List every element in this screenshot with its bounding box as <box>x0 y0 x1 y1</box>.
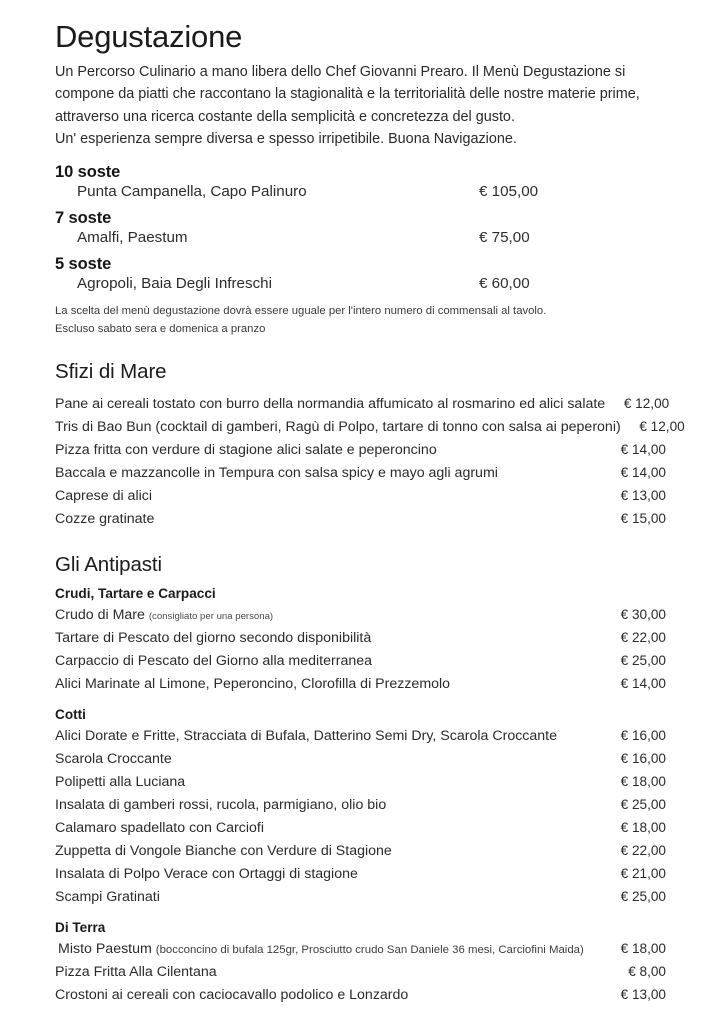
menu-item-price: € 18,00 <box>620 940 666 956</box>
menu-item-row <box>55 771 666 794</box>
menu-item-name: Cozze gratinate <box>55 510 155 527</box>
menu-item-name: Crostoni ai cereali con caciocavallo podolico e Lonzardo <box>55 986 409 1003</box>
intro-line: compone da piatti che raccontano la stagionalità e la territorialità delle nostre materie prime, <box>55 86 640 103</box>
menu-item-price: € 13,00 <box>620 986 666 1002</box>
menu-item-row <box>55 485 666 508</box>
menu-item-price: € 14,00 <box>620 675 666 691</box>
menu-item-label: Crudo di Mare <box>55 606 145 623</box>
menu-item-name: Carpaccio di Pescato del Giorno alla mediterranea <box>55 652 373 669</box>
page-title: Degustazione <box>55 19 243 54</box>
tasting-menu-footnote <box>55 302 666 338</box>
menu-item-row <box>55 627 666 650</box>
menu-item-price: € 25,00 <box>620 652 666 668</box>
menu-item-row <box>55 863 666 886</box>
subsection-title-cotti: Cotti <box>55 706 86 722</box>
intro-line: attraverso una ricerca costante della semplicità e concretezza del gusto. <box>55 108 515 125</box>
menu-item-note: (consigliato per una persona) <box>148 610 274 622</box>
menu-item-list <box>55 725 666 909</box>
footnote-line: La scelta del menù degustazione dovrà essere uguale per l'intero numero di commensali al tavolo. <box>55 304 547 317</box>
menu-item-price: € 18,00 <box>620 773 666 789</box>
tasting-menu-title: 10 soste <box>55 162 121 181</box>
tasting-menu-price: € 105,00 <box>479 182 539 200</box>
menu-item-price: € 22,00 <box>620 629 666 645</box>
menu-item-name: Caprese di alici <box>55 487 152 504</box>
menu-item-name: Pane ai cereali tostato con burro della normandia affumicato al rosmarino ed alici salate <box>55 395 606 412</box>
tasting-menu-title: 5 soste <box>55 254 112 273</box>
menu-item-name <box>55 604 281 627</box>
menu-item-row <box>55 439 666 462</box>
menu-item-price: € 16,00 <box>620 750 666 766</box>
tasting-menu-row <box>55 229 666 246</box>
menu-item-price: € 16,00 <box>620 727 666 743</box>
menu-item-row <box>55 393 670 416</box>
menu-item-row <box>55 508 666 531</box>
intro-paragraph <box>55 61 666 151</box>
menu-item-name: Tartare di Pescato del giorno secondo disponibilità <box>55 629 372 646</box>
menu-item-name: Zuppetta di Vongole Bianche con Verdure di Stagione <box>55 842 392 859</box>
menu-item-list <box>55 393 685 531</box>
menu-item-price: € 15,00 <box>620 510 666 526</box>
menu-item-price: € 25,00 <box>620 888 666 904</box>
menu-item-row <box>55 462 666 485</box>
tasting-menu-row <box>55 275 666 292</box>
menu-item-price: € 14,00 <box>620 441 666 457</box>
menu-item-price: € 30,00 <box>620 606 666 622</box>
menu-item-price: € 21,00 <box>620 865 666 881</box>
menu-item-price: € 18,00 <box>620 819 666 835</box>
tasting-menu-list <box>55 163 666 292</box>
tasting-menu-price: € 60,00 <box>479 274 530 292</box>
menu-item-price: € 14,00 <box>620 464 666 480</box>
menu-item-name: Baccala e mazzancolle in Tempura con salsa spicy e mayo agli agrumi <box>55 464 498 481</box>
intro-line: Un Percorso Culinario a mano libera dello Chef Giovanni Prearo. Il Menù Degustazione si <box>55 63 626 80</box>
section-sfizi-di-mare <box>55 359 685 531</box>
menu-item-name: Insalata di gamberi rossi, rucola, parmigiano, olio bio <box>55 796 387 813</box>
menu-item-price: € 12,00 <box>639 418 685 434</box>
menu-item-name: Alici Dorate e Fritte, Stracciata di Bufala, Datterino Semi Dry, Scarola Croccante <box>55 727 558 744</box>
tasting-menu-block <box>55 255 666 292</box>
menu-item-row <box>55 817 666 840</box>
menu-item-row <box>55 725 666 748</box>
subsection-title-crudi: Crudi, Tartare e Carpacci <box>55 585 216 601</box>
menu-item-row <box>55 840 666 863</box>
menu-item-list <box>55 938 666 1007</box>
menu-item-label: Misto Paestum <box>58 940 152 957</box>
menu-item-row <box>55 748 666 771</box>
menu-item-name: Pizza Fritta Alla Cilentana <box>55 963 217 980</box>
menu-item-price: € 22,00 <box>620 842 666 858</box>
menu-item-price: € 12,00 <box>623 395 670 411</box>
tasting-menu-price: € 75,00 <box>479 228 530 246</box>
section-title: Sfizi di Mare <box>55 359 167 383</box>
tasting-menu-row <box>55 183 666 200</box>
menu-item-name: Scarola Croccante <box>55 750 172 767</box>
menu-item-row <box>55 416 685 439</box>
menu-item-name: Insalata di Polpo Verace con Ortaggi di stagione <box>55 865 358 882</box>
intro-line: Un' esperienza sempre diversa e spesso irripetibile. Buona Navigazione. <box>55 131 517 148</box>
tasting-menu-block <box>55 163 666 200</box>
menu-item-row <box>55 938 666 961</box>
menu-item-name: Alici Marinate al Limone, Peperoncino, Clorofilla di Prezzemolo <box>55 675 451 692</box>
menu-item-name: Scampi Gratinati <box>55 888 160 905</box>
menu-item-price: € 8,00 <box>628 963 666 979</box>
menu-item-row <box>55 673 666 696</box>
footnote-line: Escluso sabato sera e domenica a pranzo <box>55 322 266 335</box>
menu-item-name: Polipetti alla Luciana <box>55 773 186 790</box>
menu-item-row <box>55 794 666 817</box>
menu-item-name: Pizza fritta con verdure di stagione alici salate e peperoncino <box>55 441 437 458</box>
menu-item-name <box>55 938 592 961</box>
menu-item-price: € 13,00 <box>620 487 666 503</box>
tasting-menu-title: 7 soste <box>55 208 112 227</box>
menu-item-note: (bocconcino di bufala 125gr, Prosciutto crudo San Daniele 36 mesi, Carciofini Maida) <box>155 943 584 956</box>
menu-item-name: Calamaro spadellato con Carciofi <box>55 819 264 836</box>
section-gli-antipasti <box>55 553 666 1007</box>
tasting-menu-name: Agropoli, Baia Degli Infreschi <box>77 274 273 292</box>
tasting-menu-name: Punta Campanella, Capo Palinuro <box>77 182 307 200</box>
section-title: Gli Antipasti <box>55 552 162 576</box>
menu-item-price: € 25,00 <box>620 796 666 812</box>
subsection-title-di-terra: Di Terra <box>55 919 106 935</box>
menu-item-row <box>55 886 666 909</box>
menu-item-row <box>55 604 666 627</box>
menu-item-row <box>55 984 666 1007</box>
menu-item-row <box>55 650 666 673</box>
menu-item-list <box>55 604 666 696</box>
tasting-menu-block <box>55 209 666 246</box>
menu-item-name: Tris di Bao Bun (cocktail di gamberi, Ragù di Polpo, tartare di tonno con salsa ai peperoni) <box>55 418 621 435</box>
tasting-menu-name: Amalfi, Paestum <box>77 228 188 246</box>
menu-item-row <box>55 961 666 984</box>
